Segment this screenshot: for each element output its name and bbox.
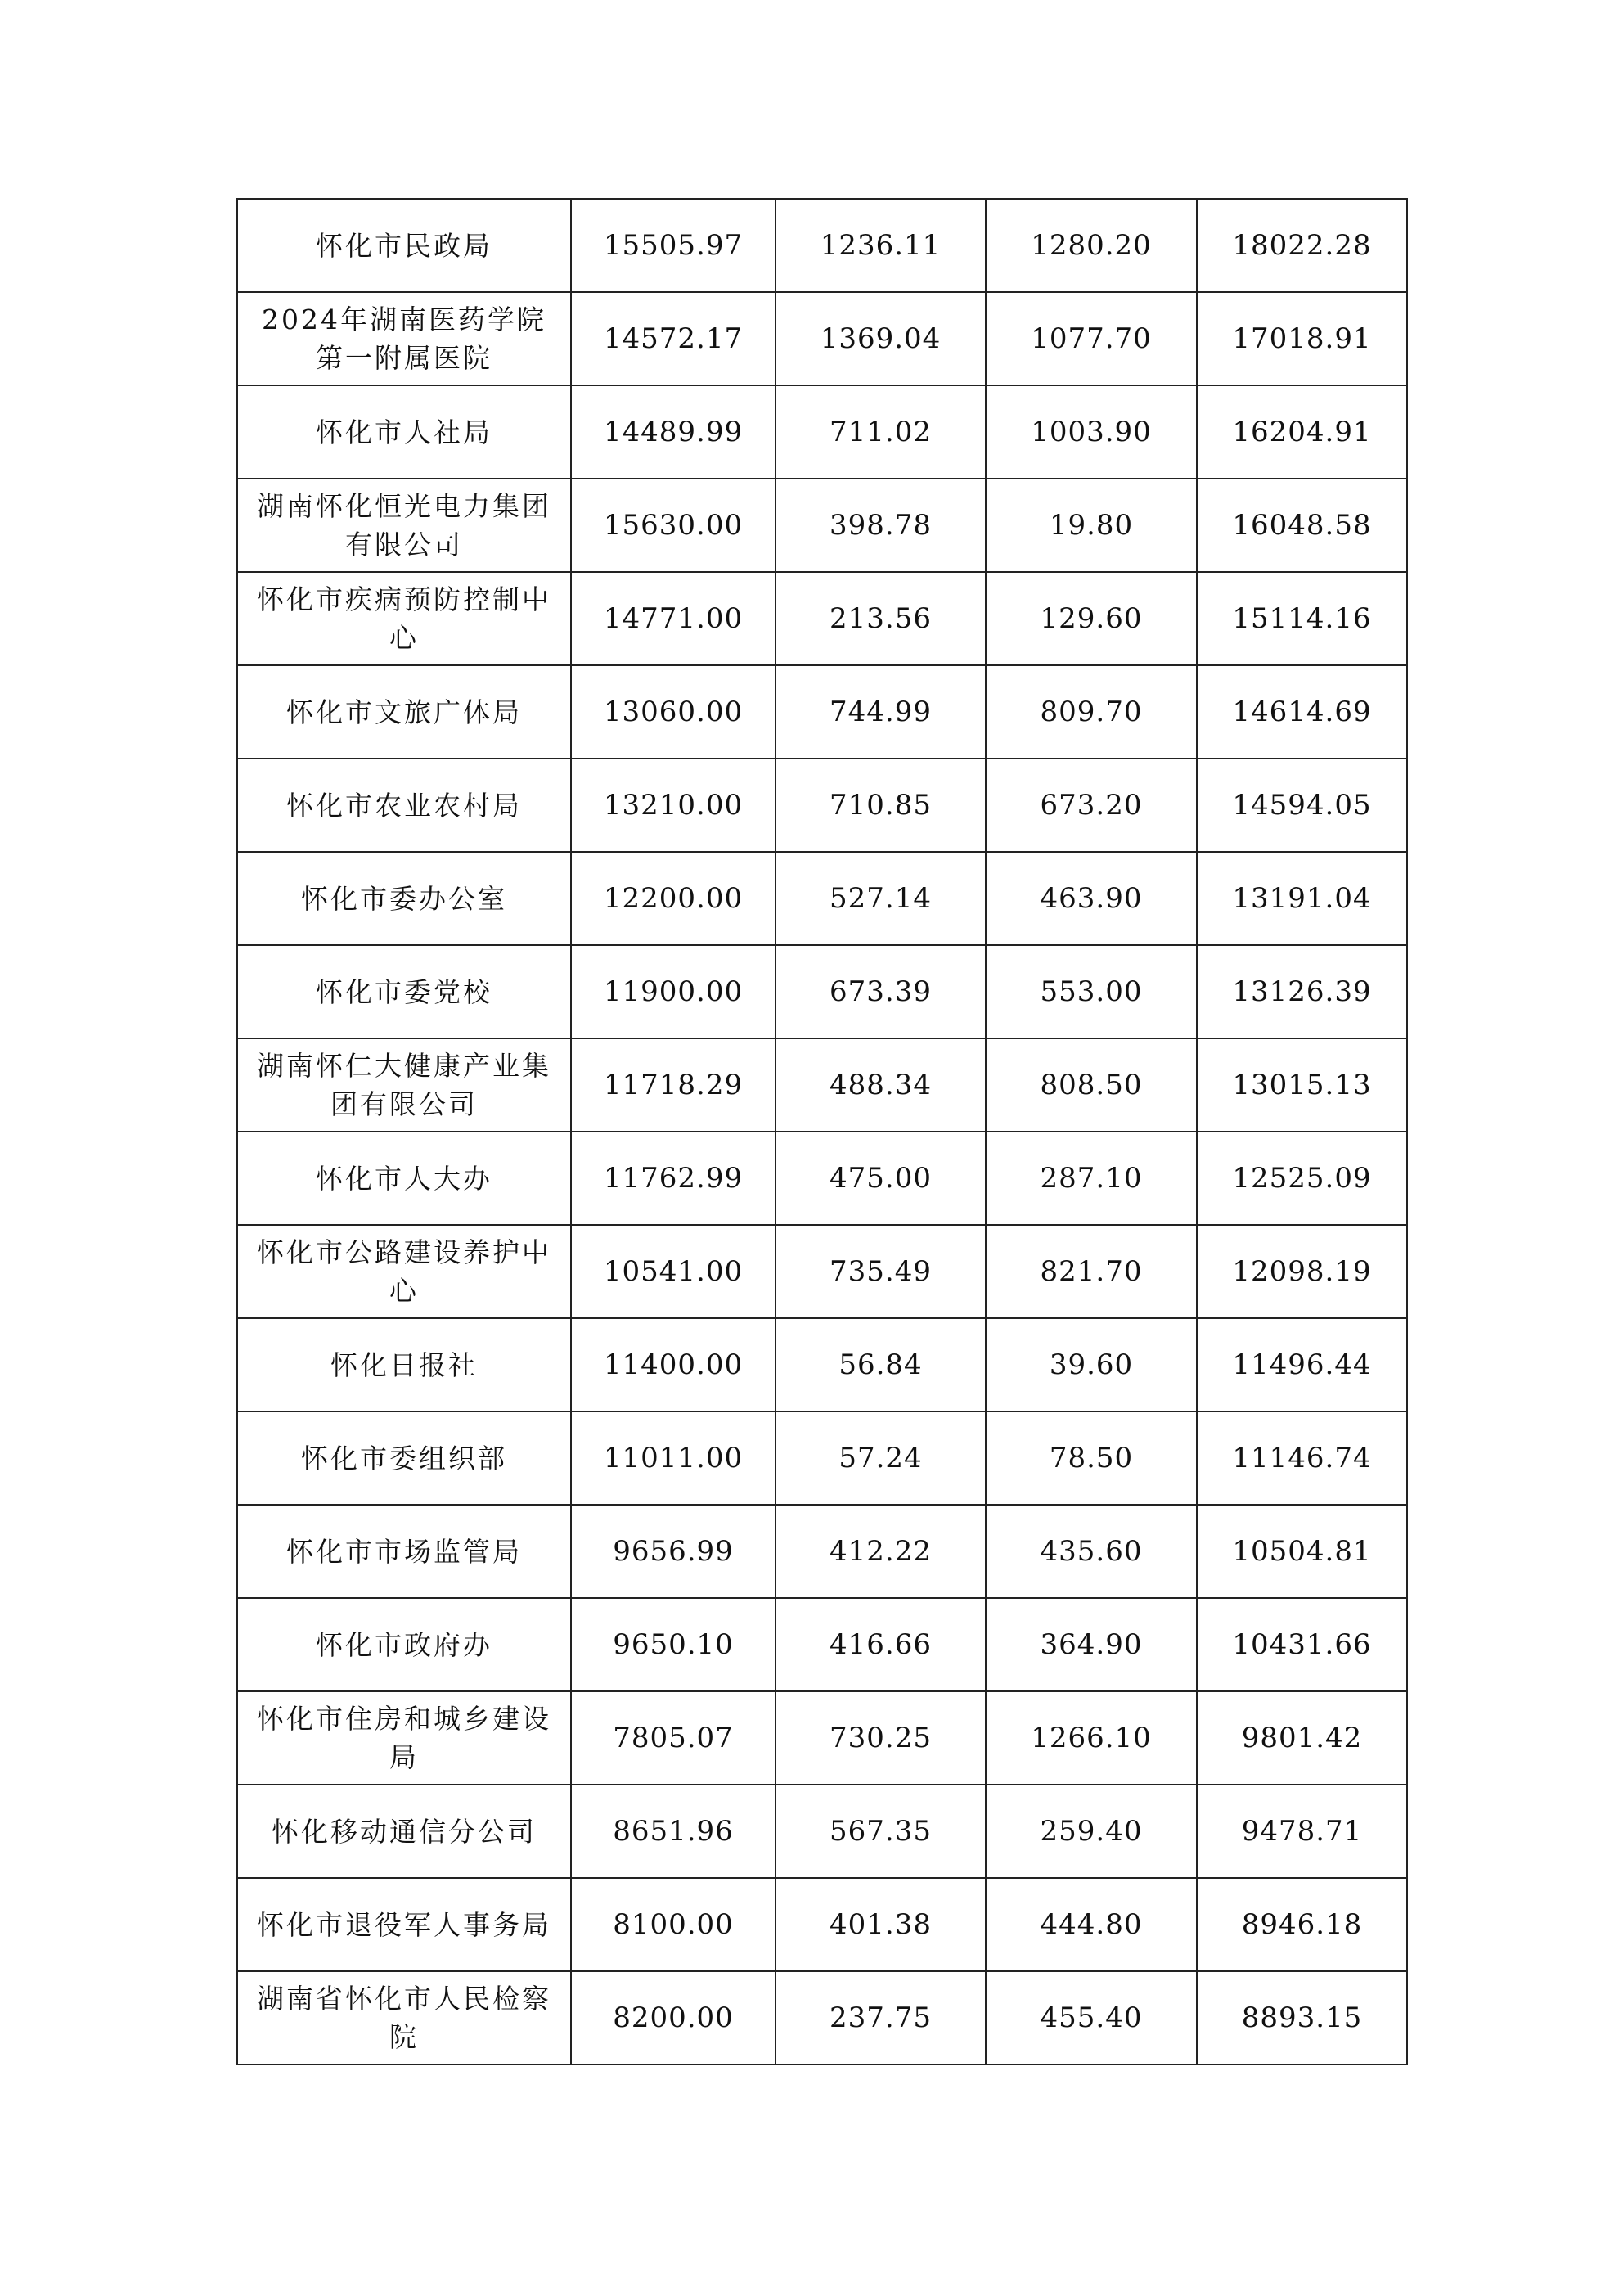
table-row: [237, 852, 1407, 945]
total-cell: 12098.19: [1197, 1225, 1407, 1318]
table-row: [237, 1225, 1407, 1318]
value-cell-3: 463.90: [986, 852, 1197, 945]
table-row: [237, 292, 1407, 385]
unit-name-cell: 怀化市公路建设养护中心: [237, 1225, 571, 1318]
table-row: [237, 665, 1407, 759]
value-cell-3: 444.80: [986, 1878, 1197, 1971]
value-cell-3: 19.80: [986, 479, 1197, 572]
table-row: [237, 1691, 1407, 1785]
unit-name-cell: 怀化市人大办: [237, 1132, 571, 1225]
value-cell-1: 14572.17: [571, 292, 776, 385]
value-cell-2: 567.35: [776, 1785, 986, 1878]
value-cell-3: 1266.10: [986, 1691, 1197, 1785]
unit-name-cell: 怀化市文旅广体局: [237, 665, 571, 759]
value-cell-2: 1236.11: [776, 199, 986, 292]
value-cell-3: 808.50: [986, 1038, 1197, 1132]
table-row: [237, 1038, 1407, 1132]
value-cell-3: 1280.20: [986, 199, 1197, 292]
table-row: [237, 572, 1407, 665]
unit-name-cell: 2024年湖南医药学院第一附属医院: [237, 292, 571, 385]
total-cell: 14594.05: [1197, 759, 1407, 852]
unit-name-cell: 怀化市市场监管局: [237, 1505, 571, 1598]
value-cell-2: 711.02: [776, 385, 986, 479]
table-row: [237, 1411, 1407, 1505]
value-cell-1: 14771.00: [571, 572, 776, 665]
table-row: [237, 759, 1407, 852]
table-row: [237, 945, 1407, 1038]
value-cell-2: 398.78: [776, 479, 986, 572]
table-body: [237, 199, 1407, 2064]
value-cell-2: 1369.04: [776, 292, 986, 385]
total-cell: 9801.42: [1197, 1691, 1407, 1785]
unit-name-cell: 怀化市住房和城乡建设局: [237, 1691, 571, 1785]
unit-name-cell: 怀化市退役军人事务局: [237, 1878, 571, 1971]
value-cell-3: 553.00: [986, 945, 1197, 1038]
unit-name-cell: 怀化市疾病预防控制中心: [237, 572, 571, 665]
value-cell-1: 11762.99: [571, 1132, 776, 1225]
value-cell-2: 213.56: [776, 572, 986, 665]
table-row: [237, 1598, 1407, 1691]
value-cell-3: 287.10: [986, 1132, 1197, 1225]
table-row: [237, 385, 1407, 479]
value-cell-3: 129.60: [986, 572, 1197, 665]
value-cell-1: 13210.00: [571, 759, 776, 852]
value-cell-3: 1077.70: [986, 292, 1197, 385]
value-cell-2: 673.39: [776, 945, 986, 1038]
value-cell-3: 259.40: [986, 1785, 1197, 1878]
total-cell: 11146.74: [1197, 1411, 1407, 1505]
value-cell-2: 57.24: [776, 1411, 986, 1505]
value-cell-1: 15505.97: [571, 199, 776, 292]
unit-name-cell: 怀化市委办公室: [237, 852, 571, 945]
total-cell: 13191.04: [1197, 852, 1407, 945]
data-table: [236, 198, 1408, 2065]
value-cell-2: 56.84: [776, 1318, 986, 1411]
value-cell-3: 1003.90: [986, 385, 1197, 479]
table-row: [237, 1785, 1407, 1878]
unit-name-cell: 怀化市政府办: [237, 1598, 571, 1691]
value-cell-1: 8651.96: [571, 1785, 776, 1878]
value-cell-3: 364.90: [986, 1598, 1197, 1691]
value-cell-2: 710.85: [776, 759, 986, 852]
value-cell-1: 12200.00: [571, 852, 776, 945]
unit-name-cell: 湖南怀化恒光电力集团有限公司: [237, 479, 571, 572]
table-row: [237, 479, 1407, 572]
value-cell-2: 488.34: [776, 1038, 986, 1132]
value-cell-2: 401.38: [776, 1878, 986, 1971]
value-cell-3: 78.50: [986, 1411, 1197, 1505]
total-cell: 15114.16: [1197, 572, 1407, 665]
value-cell-2: 735.49: [776, 1225, 986, 1318]
total-cell: 14614.69: [1197, 665, 1407, 759]
value-cell-1: 10541.00: [571, 1225, 776, 1318]
total-cell: 16048.58: [1197, 479, 1407, 572]
value-cell-1: 9656.99: [571, 1505, 776, 1598]
value-cell-2: 475.00: [776, 1132, 986, 1225]
unit-name-cell: 怀化日报社: [237, 1318, 571, 1411]
value-cell-1: 11400.00: [571, 1318, 776, 1411]
unit-name-cell: 怀化市民政局: [237, 199, 571, 292]
value-cell-1: 8200.00: [571, 1971, 776, 2064]
value-cell-1: 11900.00: [571, 945, 776, 1038]
value-cell-1: 15630.00: [571, 479, 776, 572]
total-cell: 8946.18: [1197, 1878, 1407, 1971]
value-cell-1: 9650.10: [571, 1598, 776, 1691]
value-cell-1: 8100.00: [571, 1878, 776, 1971]
table-row: [237, 1318, 1407, 1411]
unit-name-cell: 湖南怀仁大健康产业集团有限公司: [237, 1038, 571, 1132]
table-row: [237, 1971, 1407, 2064]
total-cell: 18022.28: [1197, 199, 1407, 292]
value-cell-2: 744.99: [776, 665, 986, 759]
unit-name-cell: 怀化市人社局: [237, 385, 571, 479]
value-cell-2: 237.75: [776, 1971, 986, 2064]
total-cell: 17018.91: [1197, 292, 1407, 385]
value-cell-2: 412.22: [776, 1505, 986, 1598]
total-cell: 13126.39: [1197, 945, 1407, 1038]
total-cell: 11496.44: [1197, 1318, 1407, 1411]
total-cell: 12525.09: [1197, 1132, 1407, 1225]
unit-name-cell: 怀化移动通信分公司: [237, 1785, 571, 1878]
value-cell-1: 7805.07: [571, 1691, 776, 1785]
unit-name-cell: 怀化市农业农村局: [237, 759, 571, 852]
value-cell-3: 821.70: [986, 1225, 1197, 1318]
total-cell: 8893.15: [1197, 1971, 1407, 2064]
value-cell-3: 435.60: [986, 1505, 1197, 1598]
unit-name-cell: 怀化市委组织部: [237, 1411, 571, 1505]
total-cell: 10431.66: [1197, 1598, 1407, 1691]
total-cell: 16204.91: [1197, 385, 1407, 479]
unit-name-cell: 湖南省怀化市人民检察院: [237, 1971, 571, 2064]
value-cell-3: 39.60: [986, 1318, 1197, 1411]
value-cell-3: 809.70: [986, 665, 1197, 759]
table-row: [237, 1505, 1407, 1598]
unit-name-cell: 怀化市委党校: [237, 945, 571, 1038]
value-cell-2: 527.14: [776, 852, 986, 945]
table-row: [237, 1132, 1407, 1225]
value-cell-3: 455.40: [986, 1971, 1197, 2064]
value-cell-1: 11011.00: [571, 1411, 776, 1505]
value-cell-1: 11718.29: [571, 1038, 776, 1132]
value-cell-3: 673.20: [986, 759, 1197, 852]
value-cell-2: 416.66: [776, 1598, 986, 1691]
total-cell: 9478.71: [1197, 1785, 1407, 1878]
table-row: [237, 199, 1407, 292]
value-cell-2: 730.25: [776, 1691, 986, 1785]
total-cell: 13015.13: [1197, 1038, 1407, 1132]
total-cell: 10504.81: [1197, 1505, 1407, 1598]
value-cell-1: 14489.99: [571, 385, 776, 479]
value-cell-1: 13060.00: [571, 665, 776, 759]
table-row: [237, 1878, 1407, 1971]
